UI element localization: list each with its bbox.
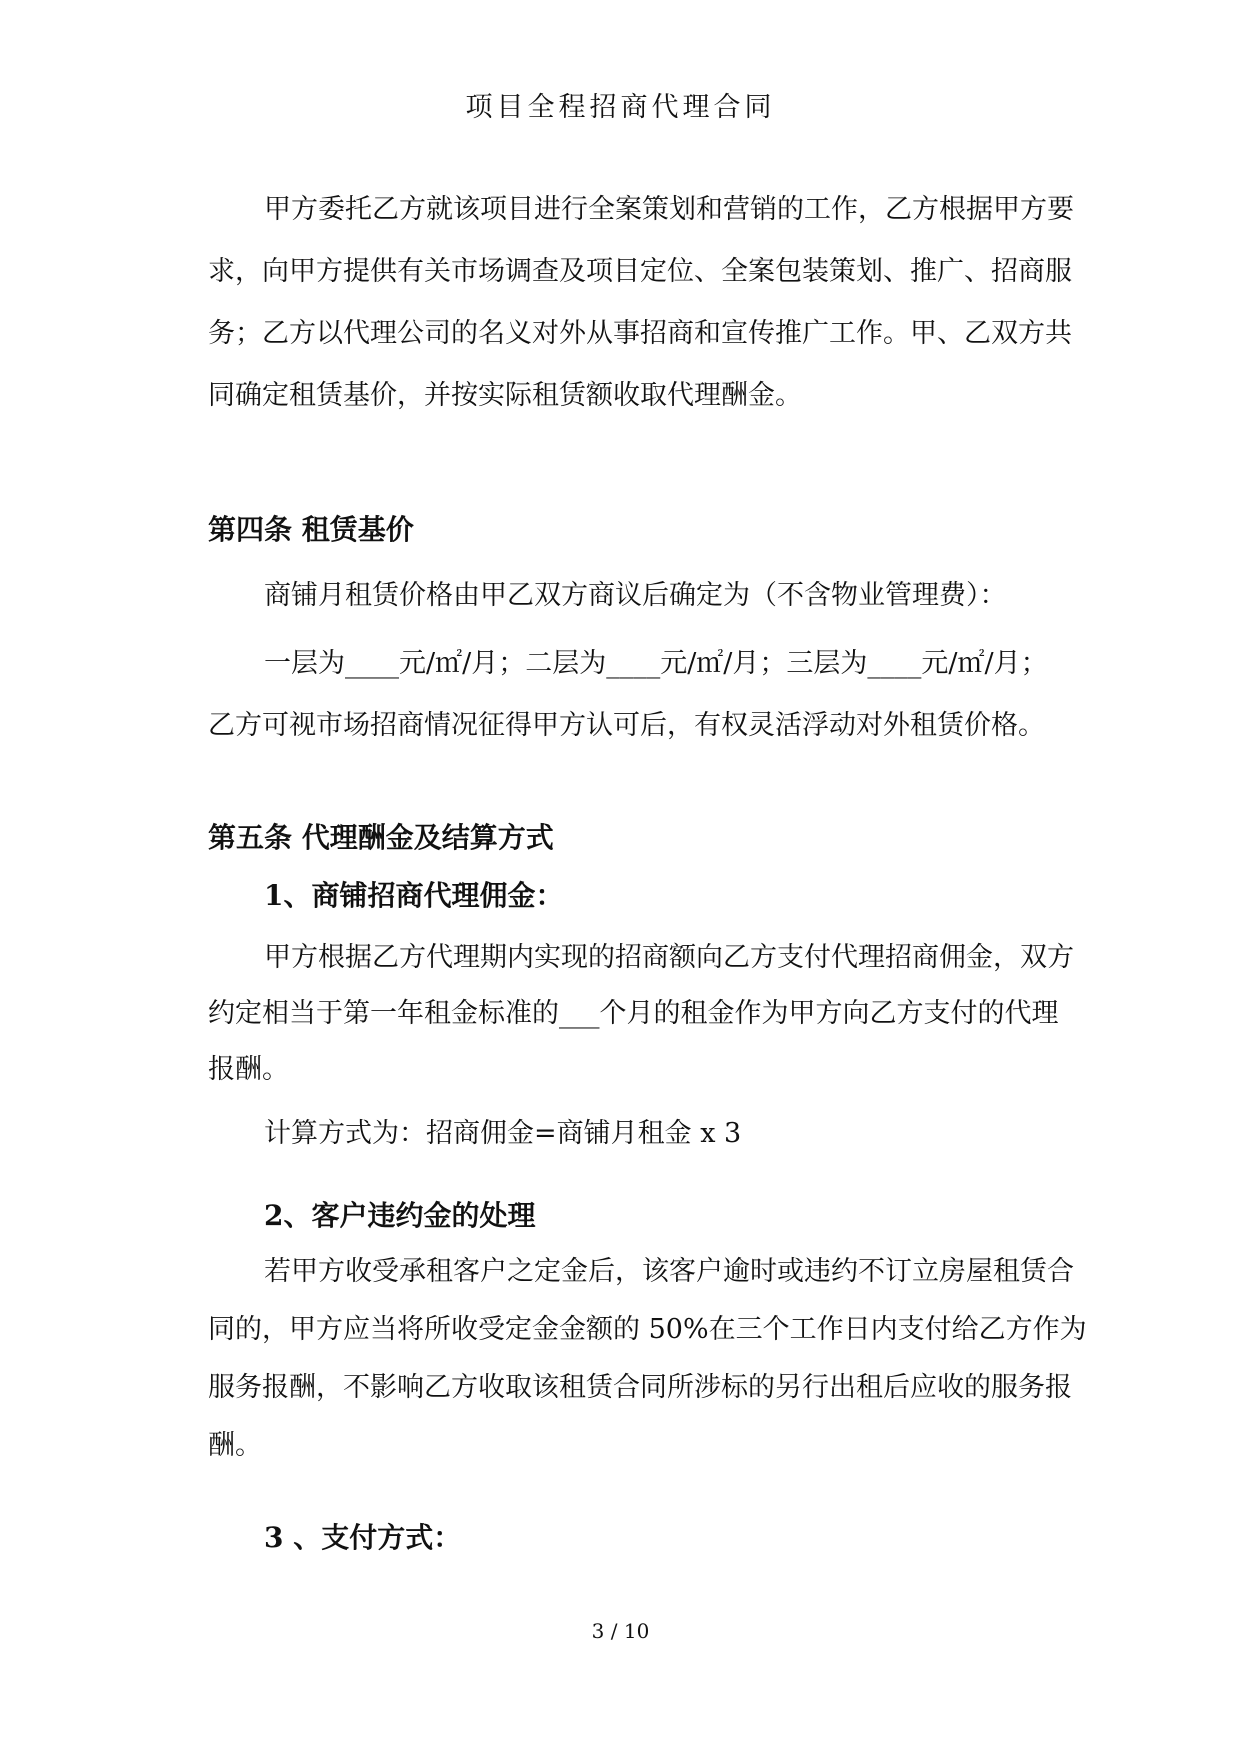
article-5-sub1-line-3: 报酬。: [208, 1054, 289, 1085]
intro-line-3: 务；乙方以代理公司的名义对外从事招商和宣传推广工作。甲、乙双方共: [208, 318, 1072, 349]
article-5-sub2-heading: 2、客户违约金的处理: [264, 1199, 536, 1232]
article-4-line-2: 一层为____元/㎡/月；二层为____元/㎡/月；三层为____元/㎡/月；: [264, 648, 1048, 679]
article-5-sub2-line-1: 若甲方收受承租客户之定金后，该客户逾时或违约不订立房屋租赁合: [264, 1256, 1074, 1287]
article-5-sub1-line-2: 约定相当于第一年租金标准的___个月的租金作为甲方向乙方支付的代理: [208, 998, 1059, 1029]
article-4-line-1: 商铺月租赁价格由甲乙双方商议后确定为（不含物业管理费）：: [264, 580, 1007, 611]
document-title: 项目全程招商代理合同: [465, 92, 776, 123]
intro-line-2: 求，向甲方提供有关市场调查及项目定位、全案包装策划、推广、招商服: [208, 256, 1072, 287]
article-5-sub3-heading: 3 、支付方式：: [264, 1521, 462, 1554]
article-5-formula: 计算方式为：招商佣金=商铺月租金 x 3: [264, 1118, 742, 1149]
intro-line-4: 同确定租赁基价，并按实际租赁额收取代理酬金。: [208, 380, 802, 411]
page-number: 3 / 10: [591, 1619, 650, 1643]
article-4-heading: 第四条 租赁基价: [208, 513, 414, 546]
article-4-line-3: 乙方可视市场招商情况征得甲方认可后，有权灵活浮动对外租赁价格。: [208, 710, 1045, 741]
article-5-sub1-heading: 1、商铺招商代理佣金：: [264, 879, 564, 912]
intro-line-1: 甲方委托乙方就该项目进行全案策划和营销的工作，乙方根据甲方要: [264, 194, 1074, 225]
article-5-sub1-line-1: 甲方根据乙方代理期内实现的招商额向乙方支付代理招商佣金，双方: [264, 942, 1074, 973]
article-5-sub2-line-4: 酬。: [208, 1430, 262, 1461]
article-5-sub2-line-2: 同的，甲方应当将所收受定金金额的 50%在三个工作日内支付给乙方作为: [208, 1314, 1087, 1345]
article-5-sub2-line-3: 服务报酬，不影响乙方收取该租赁合同所涉标的另行出租后应收的服务报: [208, 1372, 1072, 1403]
article-5-heading: 第五条 代理酬金及结算方式: [208, 821, 554, 854]
